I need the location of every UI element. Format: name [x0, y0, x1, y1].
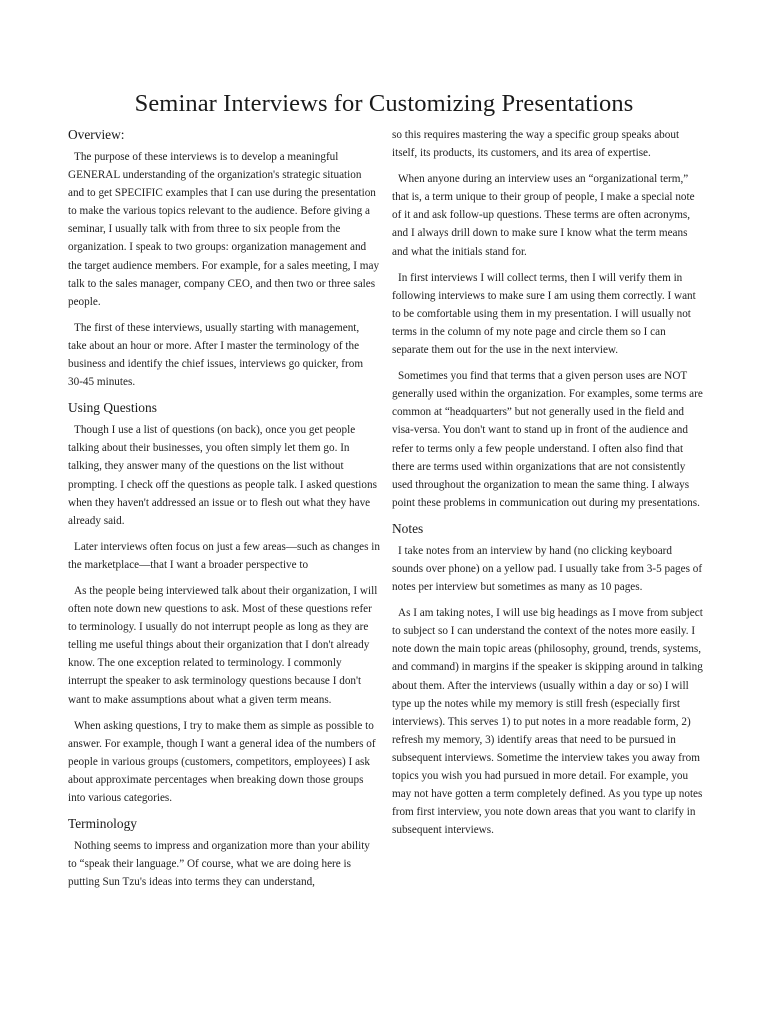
- questions-paragraph-2: Later interviews often focus on just a few areas—such as changes in the marketplace—that I want a broader perspective to: [68, 540, 380, 571]
- questions-paragraph-3: As the people being interviewed talk about their organization, I will often note down new questions to ask. Most of these questions refer to terminology. I usually do not interrupt people as long as they are telling me useful things about their organization that I don't already know. The one exception related to terminology. I commonly interrupt the speaker to ask terminology questions because I don't want to make assumptions about what a given term means.: [68, 584, 378, 706]
- notes-heading: Notes: [392, 520, 424, 536]
- terminology-paragraph-2: When anyone during an interview uses an “organizational term,” that is, a term unique to their group of people, I make a special note of it and ask follow-up questions. These terms are often acronyms, and I always drill down to make sure I know what the term means and what the initials stand for.: [392, 173, 695, 258]
- terminology-paragraph-3: In first interviews I will collect terms, then I will verify them in following interviews to make sure I am using them correctly. I want to be comfortable using them in my presentation. I will usually not terms in the column of my note page and circle them so I can separate them out for the use in the next interview.: [392, 271, 696, 357]
- terminology-heading: Terminology: [68, 816, 137, 832]
- using-questions-heading: Using Questions: [68, 400, 157, 416]
- questions-paragraph-4: When asking questions, I try to make them as simple as possible to answer. For example, though I want a general idea of the numbers of people in various groups (customers, competitors, employees) I ask about approximate percentages when breaking down those groups into various categories.: [68, 719, 376, 804]
- terminology-paragraph-1-continued: so this requires mastering the way a specific group speaks about itself, its products, its customers, and its area of expertise.: [392, 129, 680, 160]
- overview-heading: Overview:: [68, 127, 125, 142]
- notes-paragraph-2: As I am taking notes, I will use big headings as I move from subject to subject so I can understand the context of the notes more easily. I note down the main topic areas (philosophy, ground, trends, systems, and command) in margins if the speaker is skipping around in talking about them. After the interviews (usually within a day or so) I will type up the notes while my memory is still fresh (especially first interviews). This serves 1) to put notes in a more readable form, 2) refresh my memory, 3) identify areas that need to be pursued in subsequent interviews. Sometime the interview takes you away from topics you wish you had pursued in more detail. For example, you may not have gotten a term completely defined. As you type up notes from first interview, you note down areas that you want to clarify in subsequent interviews.: [392, 607, 703, 837]
- terminology-paragraph-1: Nothing seems to impress and organization more than your ability to “speak their language.” Of course, what we are doing here is putting Sun Tzu's ideas into terms they can understand,: [68, 840, 370, 889]
- overview-paragraph-2: The first of these interviews, usually starting with management, take about an hour or more. After I master the terminology of the business and identify the chief issues, interviews go quicker, from 30-45 minutes.: [68, 321, 364, 389]
- right-column: [392, 126, 705, 847]
- notes-paragraph-1: I take notes from an interview by hand (no clicking keyboard sounds over phone) on a yellow pad. I usually take from 3-5 pages of notes per interview but sometimes as many as 10 pages.: [392, 544, 703, 594]
- terminology-paragraph-4: Sometimes you find that terms that a given person uses are NOT generally used within the organization. For examples, some terms are common at “headquarters” but not generally used in the field and visa-versa. You don't want to stand up in front of the audience and refer to terms only a few people understand. I often also find that there are terms used within organizations that are not consistently used throughout the organization to mean the same thing. I always point these problems in communication out during my presentations.: [392, 370, 703, 509]
- questions-paragraph-1: Though I use a list of questions (on back), once you get people talking about their businesses, you often simply let them go. In talking, they answer many of the questions on the list without prompting. I check off the questions as people talk. I asked questions when they haven't addressed an issue or to flesh out what they have already said.: [68, 424, 377, 527]
- left-column: [68, 126, 380, 899]
- overview-paragraph-1: The purpose of these interviews is to develop a meaningful GENERAL understanding of the organization's strategic situation and to get SPECIFIC examples that I can use during the presentation to make the various topics relevant to the audience. Before giving a seminar, I usually talk with from three to six people from the organization. I speak to two groups: organization management and the target audience members. For example, for a sales meeting, I may talk to the sales manager, company CEO, and then two or three sales people.: [68, 151, 380, 308]
- document-title: Seminar Interviews for Customizing Presentations: [134, 90, 634, 117]
